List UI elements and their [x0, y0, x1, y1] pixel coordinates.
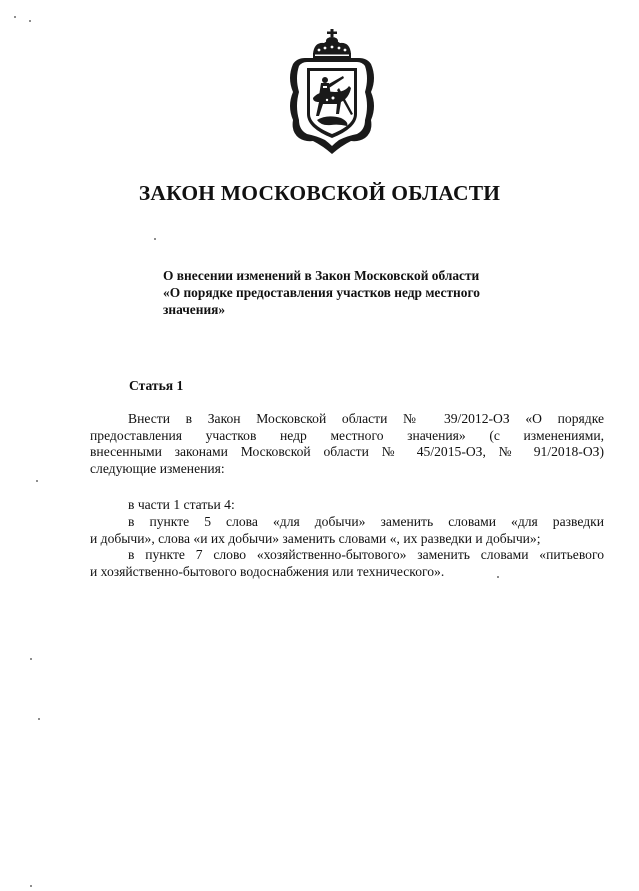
- paragraph-line: в части 1 статьи 4:: [128, 497, 235, 512]
- paragraph-line: Внести в Закон Московской области № 39/2012-ОЗ «О порядке: [128, 411, 604, 426]
- scan-speck: [14, 16, 16, 18]
- paragraph-amendment-intro: [90, 411, 604, 477]
- paragraph-clause-7: [90, 547, 604, 580]
- paragraph-line: следующие изменения:: [90, 460, 225, 476]
- paragraph-line: в пункте 5 слова «для добычи» заменить словами «для разведки: [128, 514, 604, 529]
- law-subject: [163, 268, 543, 318]
- scan-speck: [497, 576, 499, 578]
- scan-speck: [30, 885, 32, 887]
- scan-speck: [154, 238, 156, 240]
- subject-line: О внесении изменений в Закон Московской области: [163, 268, 480, 283]
- scan-speck: [29, 20, 31, 22]
- law-title: ЗАКОН МОСКОВСКОЙ ОБЛАСТИ: [138, 181, 501, 205]
- subject-line: «О порядке предоставления участков недр местного: [163, 284, 480, 300]
- paragraph-line: и хозяйственно-бытового водоснабжения или технического».: [90, 563, 445, 579]
- moscow-oblast-coat-of-arms-icon: [283, 28, 381, 156]
- paragraph-line: в пункте 7 слово «хозяйственно-бытового» заменить словами «питьевого: [128, 547, 604, 562]
- scan-speck: [36, 480, 38, 482]
- scan-speck: [30, 658, 32, 660]
- paragraph-line: и добычи», слова «и их добычи» заменить словами «, их разведки и добычи»;: [90, 530, 541, 546]
- paragraph-line: предоставления участков недр местного значения» (с изменениями,: [90, 427, 604, 443]
- subject-line: значения»: [163, 301, 226, 317]
- paragraph-clause-5: [90, 514, 604, 547]
- paragraph-part-1: [90, 497, 604, 514]
- paragraph-line: внесенными законами Московской области № 45/2015-ОЗ, № 91/2018-ОЗ): [90, 444, 604, 460]
- scan-speck: [38, 718, 40, 720]
- article-title: Статья 1: [129, 378, 184, 393]
